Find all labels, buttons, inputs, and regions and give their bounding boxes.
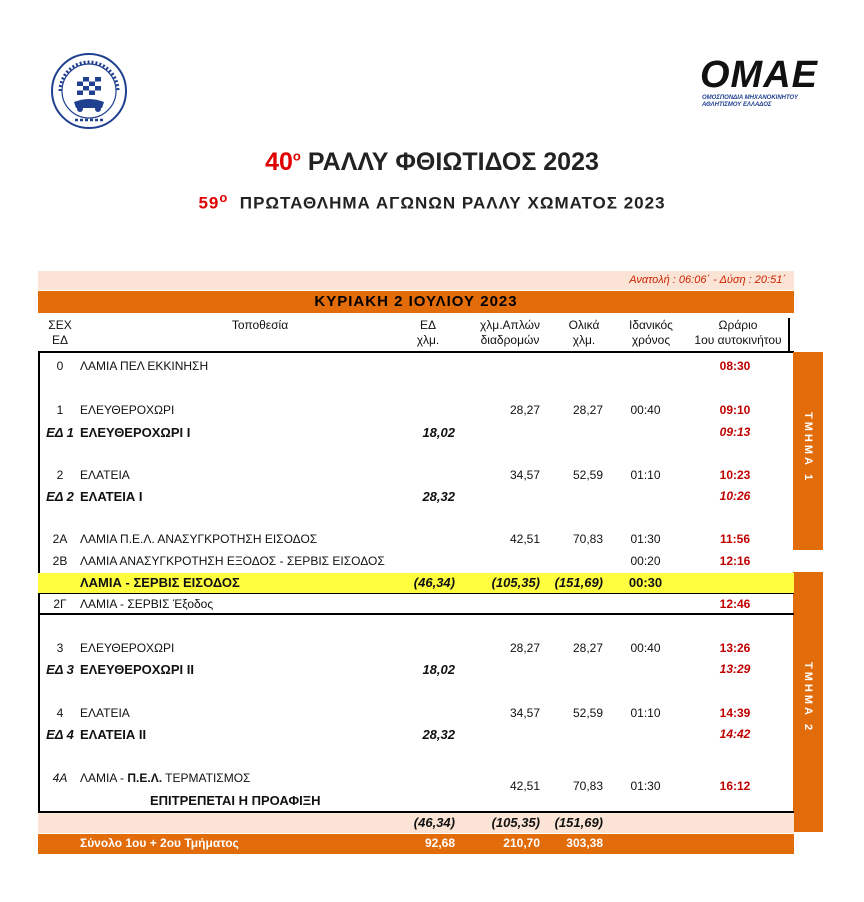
service-divider-top [38,593,794,594]
row-time: 10:26 [719,489,751,503]
row-number: 4 [56,706,64,720]
subtitle-text: ΠΡΩΤΑΘΛΗΜΑ ΑΓΩΝΩΝ ΡΑΛΛΥ ΧΩΜΑΤΟΣ 2023 [239,193,666,213]
col-schedule-line1: Ωράριο [718,318,758,332]
subtitle-ordinal: ο [219,190,229,205]
col-sex [44,318,76,348]
col-total-km-line2: χλμ. [572,333,596,347]
row-number: 2Γ [53,597,67,611]
row-location-suffix: ΤΕΡΜΑΤΙΣΜΟΣ [162,771,251,785]
row-total-km: 52,59 [572,706,603,720]
row-ideal-time: 00:40 [630,403,661,417]
row-simple-km: 34,57 [509,468,540,482]
row-time: 13:29 [719,662,751,676]
row-location-prefix: ΛΑΜΙΑ - [80,771,128,785]
row-total-km: 70,83 [572,779,603,793]
col-schedule-line2: 1ου αυτοκινήτου [694,333,782,347]
title-text: ΡΑΛΛΥ ΦΘΙΩΤΙΔΟΣ 2023 [307,148,599,176]
subtitle-number: 59 [198,193,220,213]
row-time: 08:30 [719,359,751,373]
omae-logo [700,55,820,115]
section-2-label [793,662,823,733]
row-location: ΛΑΜΙΑ ΑΝΑΣΥΓΚΡΟΤΗΣΗ ΕΞΟΔΟΣ - ΣΕΡΒΙΣ ΕΙΣΟΔΟΣ [80,554,385,568]
row-number: ΕΔ 3 [46,662,74,677]
section-divider [38,613,794,615]
row-ss-km: 28,32 [422,489,455,504]
row-location: ΛΑΜΙΑ - ΣΕΡΒΙΣ ΕΙΣΟΔΟΣ [80,575,240,590]
left-border-section1 [38,351,40,573]
subtotal-simple-km: (105,35) [491,815,540,830]
col-ed-line1: ΕΔ [419,318,437,332]
col-location [150,318,370,333]
row-number: 2 [56,468,64,482]
title-number: 40 [265,148,293,176]
total-ss-km: 92,68 [424,836,455,850]
section-1-band [793,352,823,550]
row-simple-km: 34,57 [509,706,540,720]
total-simple-km: 210,70 [503,836,540,850]
total-total-km: 303,38 [566,836,603,850]
row-ss-km: 18,02 [422,425,455,440]
col-simple-km-line1: χλμ.Απλών [479,318,541,332]
header-right-border [788,318,790,352]
row-location: ΕΛΑΤΕΙΑ Ι [80,489,143,504]
col-ed [408,318,448,348]
col-schedule [686,318,790,348]
row-location: ΛΑΜΙΑ ΠΕΛ ΕΚΚΙΝΗΣΗ [80,359,209,373]
row-total-km: 28,27 [572,641,603,655]
omae-brand: OMAE [700,54,818,96]
col-ideal-time-line1: Ιδανικός [629,318,673,332]
total-label: Σύνολο 1ου + 2ου Τμήματος [80,836,239,850]
row-time: 12:46 [719,597,751,611]
row-total-km: 28,27 [572,403,603,417]
row-number: 1 [56,403,64,417]
row-ss-km: (46,34) [413,575,455,590]
row-time: 09:13 [719,425,751,439]
row-simple-km: 42,51 [509,779,540,793]
row-total-km: 70,83 [572,532,603,546]
subtotal-ss-km: (46,34) [413,815,455,830]
club-seal-logo [50,52,128,130]
row-ss-km: 28,32 [422,727,455,742]
row-ideal-time: 00:30 [628,575,663,590]
row-number: 4Α [52,771,68,785]
col-ed-line2: χλμ. [416,333,440,347]
row-location: ΕΛΕΥΘΕΡΟΧΩΡΙ [80,641,175,655]
row-total-km: (151,69) [554,575,603,590]
row-ideal-time: 00:20 [630,554,661,568]
row-simple-km: 28,27 [509,641,540,655]
row-location [80,771,250,786]
col-sex-line2: ΕΔ [51,333,69,347]
row-location: ΕΛΑΤΕΙΑ ΙΙ [80,727,147,742]
row-location: ΕΛΑΤΕΙΑ [80,468,130,482]
row-time: 16:12 [719,779,751,793]
early-arrival-note: ΕΠΙΤΡΕΠΕΤΑΙ Η ΠΡΟΑΦΙΞΗ [150,793,321,808]
row-location: ΕΛΕΥΘΕΡΟΧΩΡΙ Ι [80,425,191,440]
col-simple-km [470,318,550,348]
row-time: 14:42 [719,727,751,741]
day-header: ΚΥΡΙΑΚΗ 2 ΙΟΥΛΙΟΥ 2023 [38,291,794,313]
section-2-text: ΤΜΗΜΑ 2 [802,662,814,734]
col-ideal-time-line2: χρόνος [631,333,671,347]
row-simple-km: 28,27 [509,403,540,417]
row-ideal-time: 01:30 [630,532,661,546]
row-ideal-time: 01:10 [630,468,661,482]
subtotal-total-km: (151,69) [554,815,603,830]
row-time: 10:23 [719,468,751,482]
title-ordinal: ο [292,148,301,164]
section-2-band [793,572,823,832]
row-time: 14:39 [719,706,751,720]
row-location: ΛΑΜΙΑ Π.Ε.Λ. ΑΝΑΣΥΓΚΡΟΤΗΣΗ ΕΙΣΟΔΟΣ [80,532,318,546]
col-total-km [556,318,612,348]
row-ideal-time: 00:40 [630,641,661,655]
page-subtitle [0,190,864,214]
row-number: 2Α [52,532,68,546]
row-ideal-time: 01:10 [630,706,661,720]
sunrise-sunset [38,271,794,290]
row-location: ΕΛΕΥΘΕΡΟΧΩΡΙ [80,403,175,417]
row-time: 11:56 [719,532,751,546]
row-simple-km: 42,51 [509,532,540,546]
row-location: ΛΑΜΙΑ - ΣΕΡΒΙΣ Έξοδος [80,597,214,611]
sun-text: Ανατολή : 06:06΄ - Δύση : 20:51΄ [629,274,786,286]
row-total-km: 52,59 [572,468,603,482]
section-1-label [793,412,823,483]
row-number: ΕΔ 2 [46,489,74,504]
col-sex-line1: ΣΕΧ [48,318,72,332]
row-location: ΕΛΑΤΕΙΑ [80,706,130,720]
section-1-text: ΤΜΗΜΑ 1 [802,412,814,484]
col-simple-km-line2: διαδρομών [480,333,540,347]
header-divider [38,351,794,353]
page-title [0,148,864,177]
row-number: 3 [56,641,64,655]
row-number: 0 [56,359,64,373]
omae-subtitle: ΟΜΟΣΠΟΝΔΙΑ ΜΗΧΑΝΟΚΙΝΗΤΟΥ ΑΘΛΗΤΙΣΜΟΥ ΕΛΛΑΔΟΣ [702,95,798,108]
row-number: ΕΔ 1 [46,425,74,440]
row-simple-km: (105,35) [491,575,540,590]
row-location: ΕΛΕΥΘΕΡΟΧΩΡΙ ΙΙ [80,662,194,677]
row-ideal-time: 01:30 [630,779,661,793]
col-ideal-time [618,318,684,348]
row-time: 09:10 [719,403,751,417]
row-ss-km: 18,02 [422,662,455,677]
row-location-pel: Π.Ε.Λ. [127,771,163,785]
row-number: 2Β [52,554,68,568]
col-location-label: Τοποθεσία [231,318,289,332]
left-border-section2 [38,593,40,813]
row-number: ΕΔ 4 [46,727,74,742]
row-time: 12:16 [719,554,751,568]
row-time: 13:26 [719,641,751,655]
col-total-km-line1: Ολικά [568,318,600,332]
